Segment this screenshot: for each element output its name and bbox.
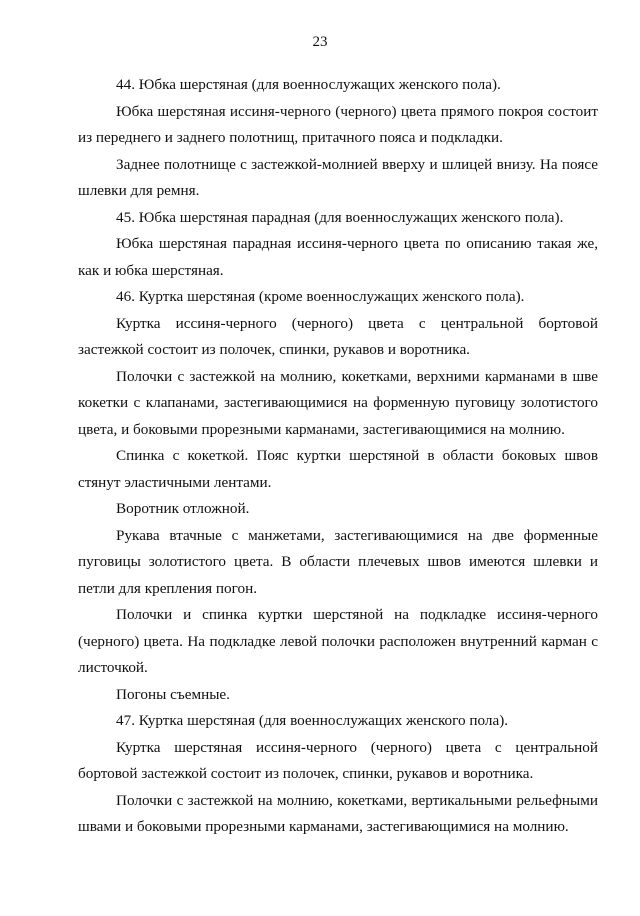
paragraph: Погоны съемные. bbox=[116, 685, 230, 703]
paragraph: Юбка шерстяная иссиня-черного (черного) цвета прямого покроя состоит из переднего и заднего полотнищ, притачного пояса и подкладки. bbox=[78, 102, 598, 146]
item-46-heading: 46. Куртка шерстяная (кроме военнослужащих женского пола). bbox=[116, 288, 525, 305]
paragraph: Полочки с застежкой на молнию, кокетками, вертикальными рельефными швами и боковыми прорезными карманами, застегивающимися на молнию. bbox=[78, 791, 598, 835]
paragraph: Рукава втачные с манжетами, застегивающимися на две форменные пуговицы золотистого цвета. В области плечевых швов имеются шлевки и петли для крепления погон. bbox=[78, 526, 598, 597]
item-45-heading: 45. Юбка шерстяная парадная (для военнослужащих женского пола). bbox=[116, 208, 564, 226]
paragraph: Полочки с застежкой на молнию, кокетками, верхними карманами в шве кокетки с клапанами, застегивающимися на форменную пуговицу золотистого цвета, и боковыми прорезными карманами, застегивающимися на молнию. bbox=[78, 367, 598, 438]
paragraph: Воротник отложной. bbox=[116, 500, 250, 517]
paragraph: Заднее полотнище с застежкой-молнией вверху и шлицей внизу. На поясе шлевки для ремня. bbox=[78, 155, 598, 199]
paragraph: Спинка с кокеткой. Пояс куртки шерстяной в области боковых швов стянут эластичными лентами. bbox=[78, 447, 598, 491]
paragraph: Куртка шерстяная иссиня-черного (черного) цвета с центральной бортовой застежкой состоит из полочек, спинки, рукавов и воротника. bbox=[78, 738, 598, 782]
paragraph: Полочки и спинка куртки шерстяной на подкладке иссиня-черного (черного) цвета. На подкладке левой полочки расположен внутренний карман с листочкой. bbox=[78, 606, 598, 676]
item-47-heading: 47. Куртка шерстяная (для военнослужащих женского пола). bbox=[116, 712, 509, 729]
paragraph: Куртка иссиня-черного (черного) цвета с центральной бортовой застежкой состоит из полочек, спинки, рукавов и воротника. bbox=[78, 314, 598, 358]
item-44-heading: 44. Юбка шерстяная (для военнослужащих женского пола). bbox=[116, 76, 501, 93]
page-number: 23 bbox=[312, 34, 328, 50]
paragraph: Юбка шерстяная парадная иссиня-черного цвета по описанию такая же, как и юбка шерстяная. bbox=[78, 235, 598, 279]
document-body bbox=[78, 72, 598, 841]
